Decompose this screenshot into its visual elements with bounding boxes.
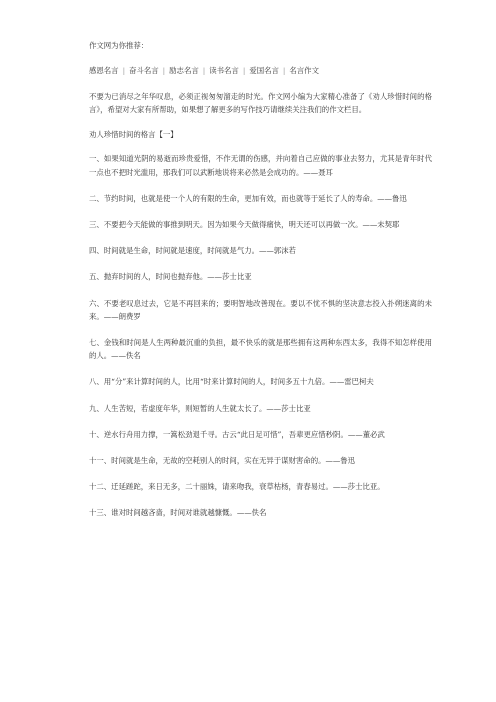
- quote-paragraph: 三、不要把今天能做的事推到明天。因为如果今天做得痛快，明天还可以再做一次。——未契耶: [89, 220, 400, 230]
- recommend-intro: 作文网为你推荐：: [89, 41, 149, 50]
- lead-paragraph: 不要为已消尽之年华叹息，必须正视匆匆溜走的时光。作文网小编为大家精心准备了《劝人珍惜时间的格言》，希望对大家有所帮助，如果想了解更多的写作技巧请继续关注我们的作文栏目。: [89, 92, 432, 115]
- tag-link-patriotic[interactable]: 爱国名言: [249, 66, 279, 75]
- tag-separator: |: [242, 66, 246, 75]
- tag-link-essay[interactable]: 名言作文: [289, 66, 319, 75]
- tag-links: [89, 65, 432, 76]
- quote-paragraph: 六、不要老叹息过去，它是不再回来的；要明智地改善现在。要以不忧不惧的坚决意志投入扑朔迷离的未来。——朗费罗: [89, 298, 432, 321]
- quote-paragraph: 五、抛弃时间的人，时间也抛弃他。——莎士比亚: [89, 272, 252, 282]
- quote-paragraph: 七、金钱和时间是人生两种最沉重的负担，最不快乐的就是那些拥有这两种东西太多，我得不知怎样使用的人。——佚名: [89, 338, 432, 361]
- quote-paragraph: 一、如果知道光阴的易逝而珍贵爱惜，不作无谓的伤感，并向着自己应做的事业去努力，尤其是青年时代一点也不把时光滥用，那我们可以武断地说将来必然是会成功的。——聂耳: [89, 154, 432, 177]
- quote-paragraph: 四、时间就是生命，时间就是速度，时间就是气力。——郭沫若: [89, 246, 296, 256]
- quote-paragraph: 九、人生苦短，若虚度年华，则短暂的人生就太长了。——莎士比亚: [89, 403, 311, 413]
- quote-paragraph: 十三、谁对时间越吝啬，时间对谁就越慷慨。——佚名: [89, 508, 267, 518]
- tag-link-reading[interactable]: 读书名言: [209, 66, 239, 75]
- tag-separator: |: [162, 66, 166, 75]
- quote-paragraph: 八、用“分”来计算时间的人，比用“时来计算时间的人，时间多五十九倍。——雷巴柯夫: [89, 377, 374, 387]
- tag-link-inspiration[interactable]: 励志名言: [169, 66, 199, 75]
- tag-separator: |: [282, 66, 286, 75]
- quote-paragraph: 二、节约时间，也就是使一个人的有限的生命，更加有效，而也就等于延长了人的寿命。——鲁迅: [89, 193, 407, 203]
- section-heading: 劝人珍惜时间的格言【一】: [89, 130, 178, 140]
- quote-paragraph: 十二、迁延蹉跎，来日无多，二十丽姝，请来吻我，衰草枯杨，青春易过。——莎士比亚。: [89, 482, 385, 492]
- tag-link-struggle[interactable]: 奋斗名言: [129, 66, 159, 75]
- tag-link-gratitude[interactable]: 感恩名言: [89, 66, 119, 75]
- tag-separator: |: [122, 66, 126, 75]
- quote-paragraph: 十一、时间就是生命，无故的空耗别人的时间，实在无异于谋财害命的。——鲁迅: [89, 456, 356, 466]
- tag-separator: |: [202, 66, 206, 75]
- quote-paragraph: 十、逆水行舟用力撑，一篙松劲退千寻。古云“此日足可惜”，吾辈更应惜秒阴。——董必武: [89, 429, 385, 439]
